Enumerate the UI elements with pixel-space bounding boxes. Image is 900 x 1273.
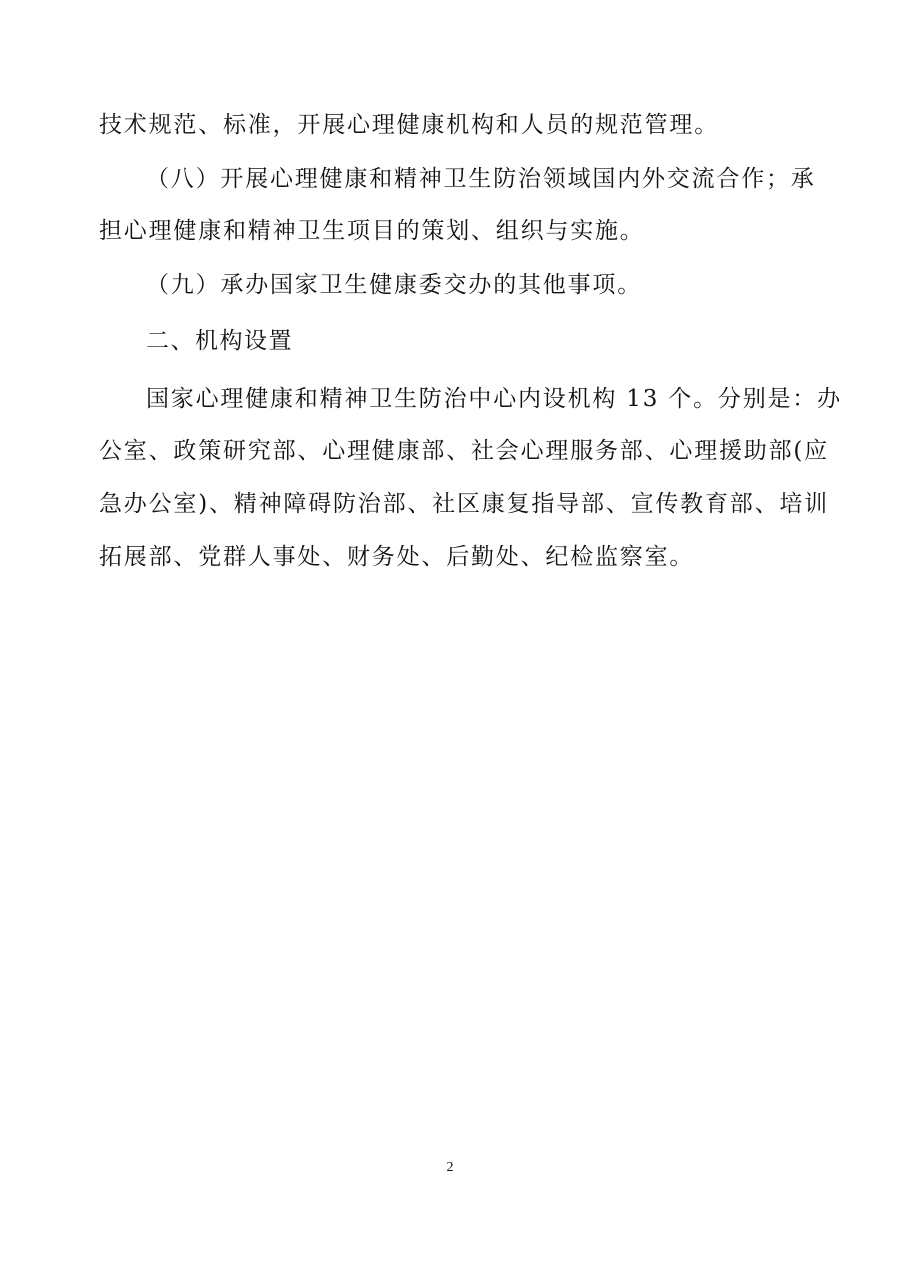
item-8-text-line: （八）开展心理健康和精神卫生防治领域国内外交流合作；承 [146, 166, 816, 192]
paragraph-line: 公室、政策研究部、心理健康部、社会心理服务部、心理援助部(应 [99, 438, 829, 464]
section-heading: 二、机构设置 [146, 328, 293, 354]
item-8-text-line-continued: 担心理健康和精神卫生项目的策划、组织与实施。 [99, 218, 645, 244]
paragraph-line: 拓展部、党群人事处、财务处、后勤处、纪检监察室。 [99, 544, 695, 570]
body-text-line: 技术规范、标准，开展心理健康机构和人员的规范管理。 [99, 112, 719, 138]
page-number: 2 [446, 1160, 454, 1175]
paragraph-line: 国家心理健康和精神卫生防治中心内设机构 13 个。分别是：办 [146, 386, 842, 412]
item-9-text-line: （九）承办国家卫生健康委交办的其他事项。 [146, 272, 642, 298]
paragraph-line: 急办公室)、精神障碍防治部、社区康复指导部、宣传教育部、培训 [99, 491, 829, 517]
